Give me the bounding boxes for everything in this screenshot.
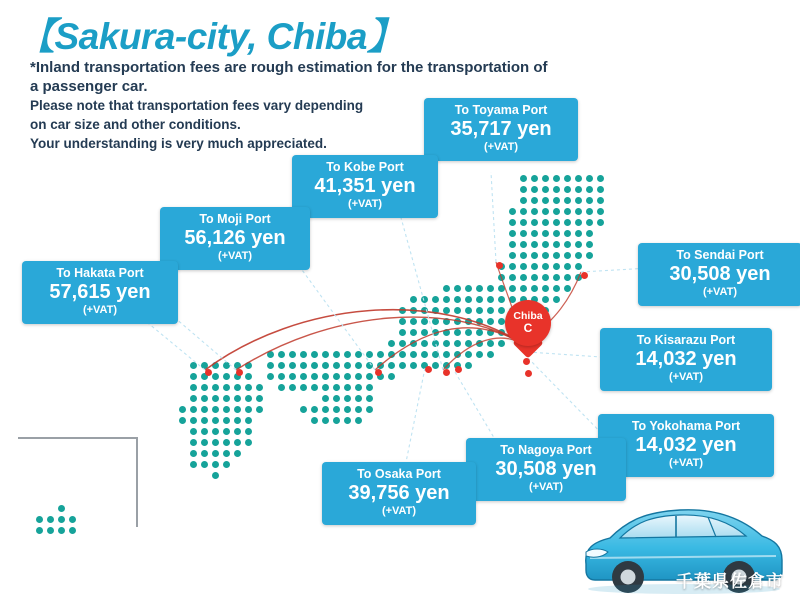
port-marker-dot [496, 262, 503, 269]
port-marker-dot [581, 272, 588, 279]
port-marker-dot [523, 358, 530, 365]
pin-label-code: C [523, 321, 533, 335]
destination-port-name: To Nagoya Port [500, 443, 592, 457]
port-marker-dot [425, 366, 432, 373]
destination-vat-note: (+VAT) [347, 198, 383, 210]
destination-port-name: To Osaka Port [357, 467, 441, 481]
destination-fee: 41,351 yen [314, 175, 416, 197]
destination-port-name: To Kobe Port [326, 160, 404, 174]
destination-label [600, 328, 772, 391]
port-marker-dot [443, 369, 450, 376]
destination-fee: 56,126 yen [184, 227, 286, 249]
destination-port-name: To Sendai Port [676, 248, 764, 262]
note-line-2: a passenger car. [30, 78, 148, 95]
port-marker-dot [455, 366, 462, 373]
destination-fee: 14,032 yen [635, 348, 737, 370]
destination-label [424, 98, 578, 161]
destination-label [638, 243, 800, 306]
destination-port-name: To Toyama Port [454, 103, 548, 117]
destination-vat-note: (+VAT) [82, 304, 118, 316]
header-area [0, 0, 800, 172]
destination-vat-note: (+VAT) [217, 250, 253, 262]
destination-fee: 39,756 yen [348, 482, 450, 504]
note-line-1: *Inland transportation fees are rough estimation for the transportation of [30, 59, 548, 76]
port-marker-dot [236, 369, 243, 376]
destination-label [22, 261, 178, 324]
port-marker-dot [205, 369, 212, 376]
destination-fee: 57,615 yen [49, 281, 151, 303]
origin-pin-chiba [505, 300, 551, 358]
port-marker-dot [525, 370, 532, 377]
destination-fee: 30,508 yen [495, 458, 597, 480]
page-title: 【Sakura-city, Chiba】 [18, 16, 404, 57]
destination-label [160, 207, 310, 270]
destination-label [322, 462, 476, 525]
destination-port-name: To Moji Port [199, 212, 271, 226]
destination-fee: 14,032 yen [635, 434, 737, 456]
destination-vat-note: (+VAT) [668, 371, 704, 383]
destination-fee: 30,508 yen [669, 263, 771, 285]
destination-port-name: To Yokohama Port [631, 419, 741, 433]
destination-port-name: To Kisarazu Port [636, 333, 736, 347]
destination-vat-note: (+VAT) [483, 141, 519, 153]
note-line-4: on car size and other conditions. [30, 117, 241, 132]
port-marker-dot [375, 369, 382, 376]
destination-port-name: To Hakata Port [56, 266, 144, 280]
destination-label [292, 155, 438, 218]
destination-vat-note: (+VAT) [528, 481, 564, 493]
watermark [676, 567, 786, 592]
note-line-3: Please note that transportation fees vary depending [30, 98, 364, 113]
destination-fee: 35,717 yen [450, 118, 552, 140]
note-line-5: Your understanding is very much appreciated. [30, 136, 327, 151]
watermark-text: 千葉県佐倉市 [676, 572, 784, 591]
destination-vat-note: (+VAT) [668, 457, 704, 469]
pin-label-city: Chiba [513, 310, 543, 322]
destination-vat-note: (+VAT) [702, 286, 738, 298]
destination-vat-note: (+VAT) [381, 505, 417, 517]
